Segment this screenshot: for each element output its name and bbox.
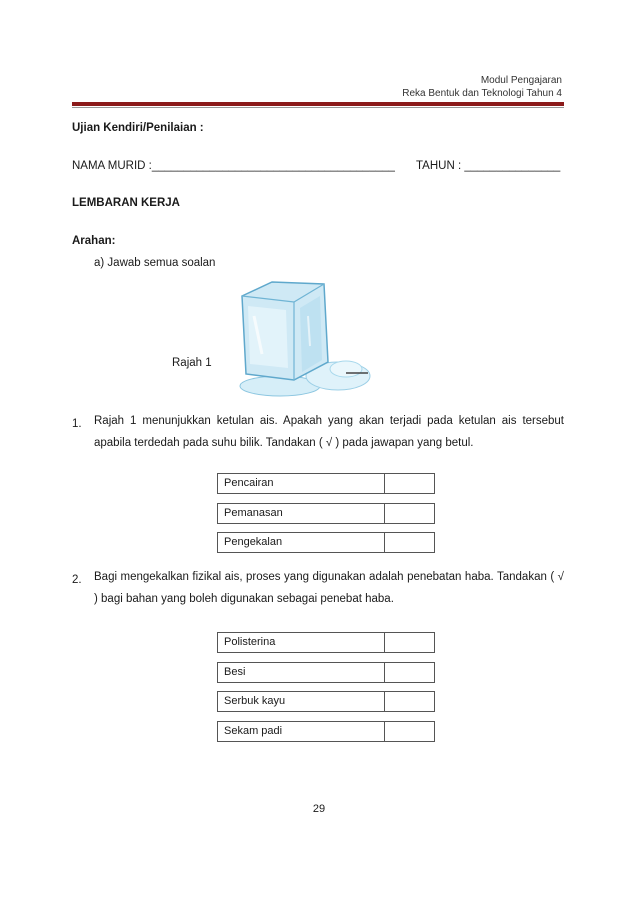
option-label: Serbuk kayu	[224, 695, 286, 707]
header-module-title: Modul Pengajaran	[480, 75, 562, 86]
header-rule	[72, 102, 564, 106]
page-number: 29	[312, 803, 326, 815]
question1-text: Rajah 1 menunjukkan ketulan ais. Apakah yang akan terjadi pada ketulan ais tersebut apabila terdedah pada suhu bilik. Tandakan ( √ ) pada jawapan yang betul.	[94, 415, 564, 449]
answer-checkbox-divider	[384, 632, 385, 653]
answer-checkbox-divider	[384, 662, 385, 683]
answer-checkbox-divider	[384, 691, 385, 712]
question1-option-pengekalan[interactable]	[217, 532, 435, 553]
question1-option-pemanasan[interactable]	[217, 503, 435, 524]
student-year-field[interactable]: TAHUN : _______________	[416, 160, 561, 172]
question2-option-sekam-padi[interactable]	[217, 721, 435, 742]
ice-cube-illustration	[228, 276, 378, 401]
option-label: Pencairan	[224, 477, 274, 489]
question2-option-besi[interactable]	[217, 662, 435, 683]
option-label: Pemanasan	[224, 507, 283, 519]
option-label: Besi	[224, 666, 246, 678]
answer-checkbox-divider	[384, 721, 385, 742]
question2-option-polisterina[interactable]	[217, 632, 435, 653]
student-name-field[interactable]: NAMA MURID :______________________________________	[72, 160, 395, 172]
answer-checkbox-divider	[384, 532, 385, 553]
header-rule-thin	[72, 107, 564, 108]
instruction-item-a: a) Jawab semua soalan	[94, 257, 216, 269]
option-label: Polisterina	[224, 636, 276, 648]
section-title: Ujian Kendiri/Penilaian :	[72, 122, 204, 134]
question1-number: 1.	[72, 418, 82, 430]
header-subject: Reka Bentuk dan Teknologi Tahun 4	[402, 88, 562, 99]
question2-number: 2.	[72, 574, 82, 586]
instructions-heading: Arahan:	[72, 235, 116, 247]
option-label: Pengekalan	[224, 536, 283, 548]
question2-option-serbuk-kayu[interactable]	[217, 691, 435, 712]
option-label: Sekam padi	[224, 725, 283, 737]
question2-text: Bagi mengekalkan fizikal ais, proses yang digunakan adalah penebatan haba. Tandakan ( √ ) bagi bahan yang boleh digunakan sebagai penebat haba.	[94, 571, 564, 605]
answer-checkbox-divider	[384, 473, 385, 494]
figure-caption: Rajah 1	[172, 357, 212, 369]
worksheet-title: LEMBARAN KERJA	[72, 197, 180, 209]
answer-checkbox-divider	[384, 503, 385, 524]
question1-option-pencairan[interactable]	[217, 473, 435, 494]
